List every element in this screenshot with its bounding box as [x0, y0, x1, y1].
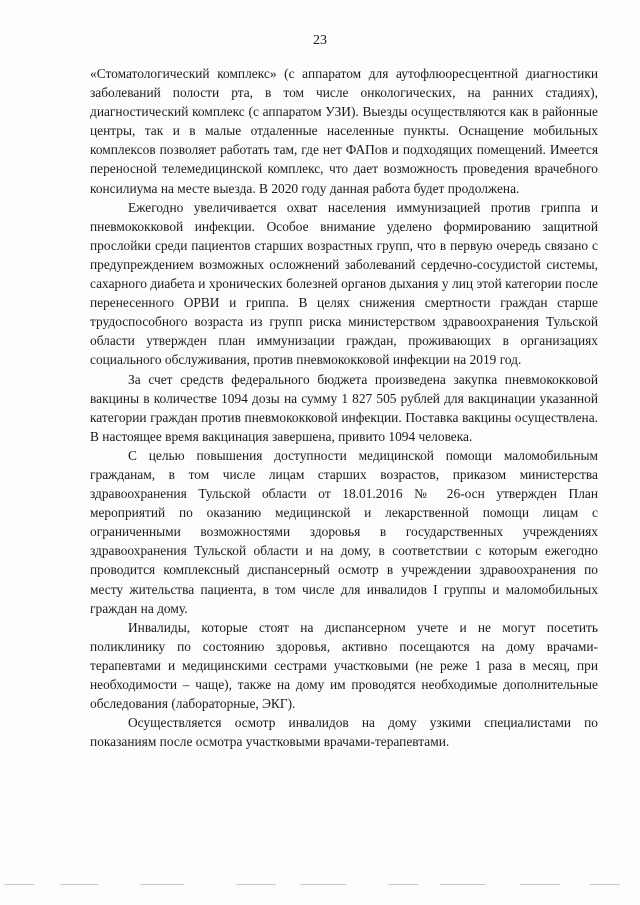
paragraph-home-visits: Инвалиды, которые стоят на диспансерном учете и не могут посетить поликлинику по состоянию здоровья, активно посещаются на дому врачами-терапевтами и медицинскими сестрами участковыми (не реже 1 раза в месяц, при необходимости – чаще), также на дому им проводятся необходимые дополнительные обследования (лабораторные, ЭКГ).: [90, 619, 598, 712]
paragraph-specialist-exams: Осуществляется осмотр инвалидов на дому узкими специалистами по показаниям после осмотра участковыми врачами-терапевтами.: [90, 715, 598, 750]
page-number: 23: [313, 33, 327, 48]
scan-edge-marks: [0, 882, 640, 888]
paragraph-immunization: Ежегодно увеличивается охват населения иммунизацией против гриппа и пневмококковой инфекции. Особое внимание уделено формированию защитной прослойки среди пациентов старших возрастных групп, что в первую очередь связано с предупреждением возможных осложнений заболеваний сердечно-сосудистой системы, сахарного диабета и хронических болезней органов дыхания у лиц этой категории после перенесенного ОРВИ и гриппа. В целях снижения смертности граждан старше трудоспособного возраста из групп риска министерством здравоохранения Тульской области утвержден план иммунизации граждан, проживающих в организациях социального обслуживания, против пневмококковой инфекции на 2019 год.: [90, 199, 598, 368]
paragraph-vaccine-purchase: За счет средств федерального бюджета произведена закупка пневмококковой вакцины в количестве 1094 дозы на сумму 1 827 505 рублей для вакцинации указанной категории граждан против пневмококковой инфекции. Поставка вакцины осуществлена. В настоящее время вакцинация завершена, привито 1094 человека.: [90, 371, 598, 444]
body-text: [90, 64, 598, 751]
paragraph-accessibility-plan: С целью повышения доступности медицинской помощи маломобильным гражданам, в том числе лицам старших возрастов, приказом министерства здравоохранения Тульской области от 18.01.2016 № 26-осн утвержден План мероприятий по оказанию медицинской и лекарственной помощи лицам с ограниченными возможностями здоровья в государственных учреждениях здравоохранения Тульской области и на дому, в соответствии с которым ежегодно проводится комплексный диспансерный осмотр в учреждении здравоохранения по месту жительства пациента, в том числе для инвалидов I группы и маломобильных граждан на дому.: [90, 447, 598, 616]
paragraph-mobile-complexes: «Стоматологический комплекс» (с аппаратом для аутофлюоресцентной диагностики заболеваний полости рта, в том числе онкологических, на ранних стадиях), диагностический комплекс (с аппаратом УЗИ). Выезды осуществляются как в районные центры, так и в малые отдаленные населенные пункты. Оснащение мобильных комплексов позволяет работать там, где нет ФАПов и подходящих помещений. Имеется переносной телемедицинской комплекс, что дает возможность проведения врачебного консилиума на месте выезда. В 2020 году данная работа будет продолжена.: [90, 66, 598, 196]
